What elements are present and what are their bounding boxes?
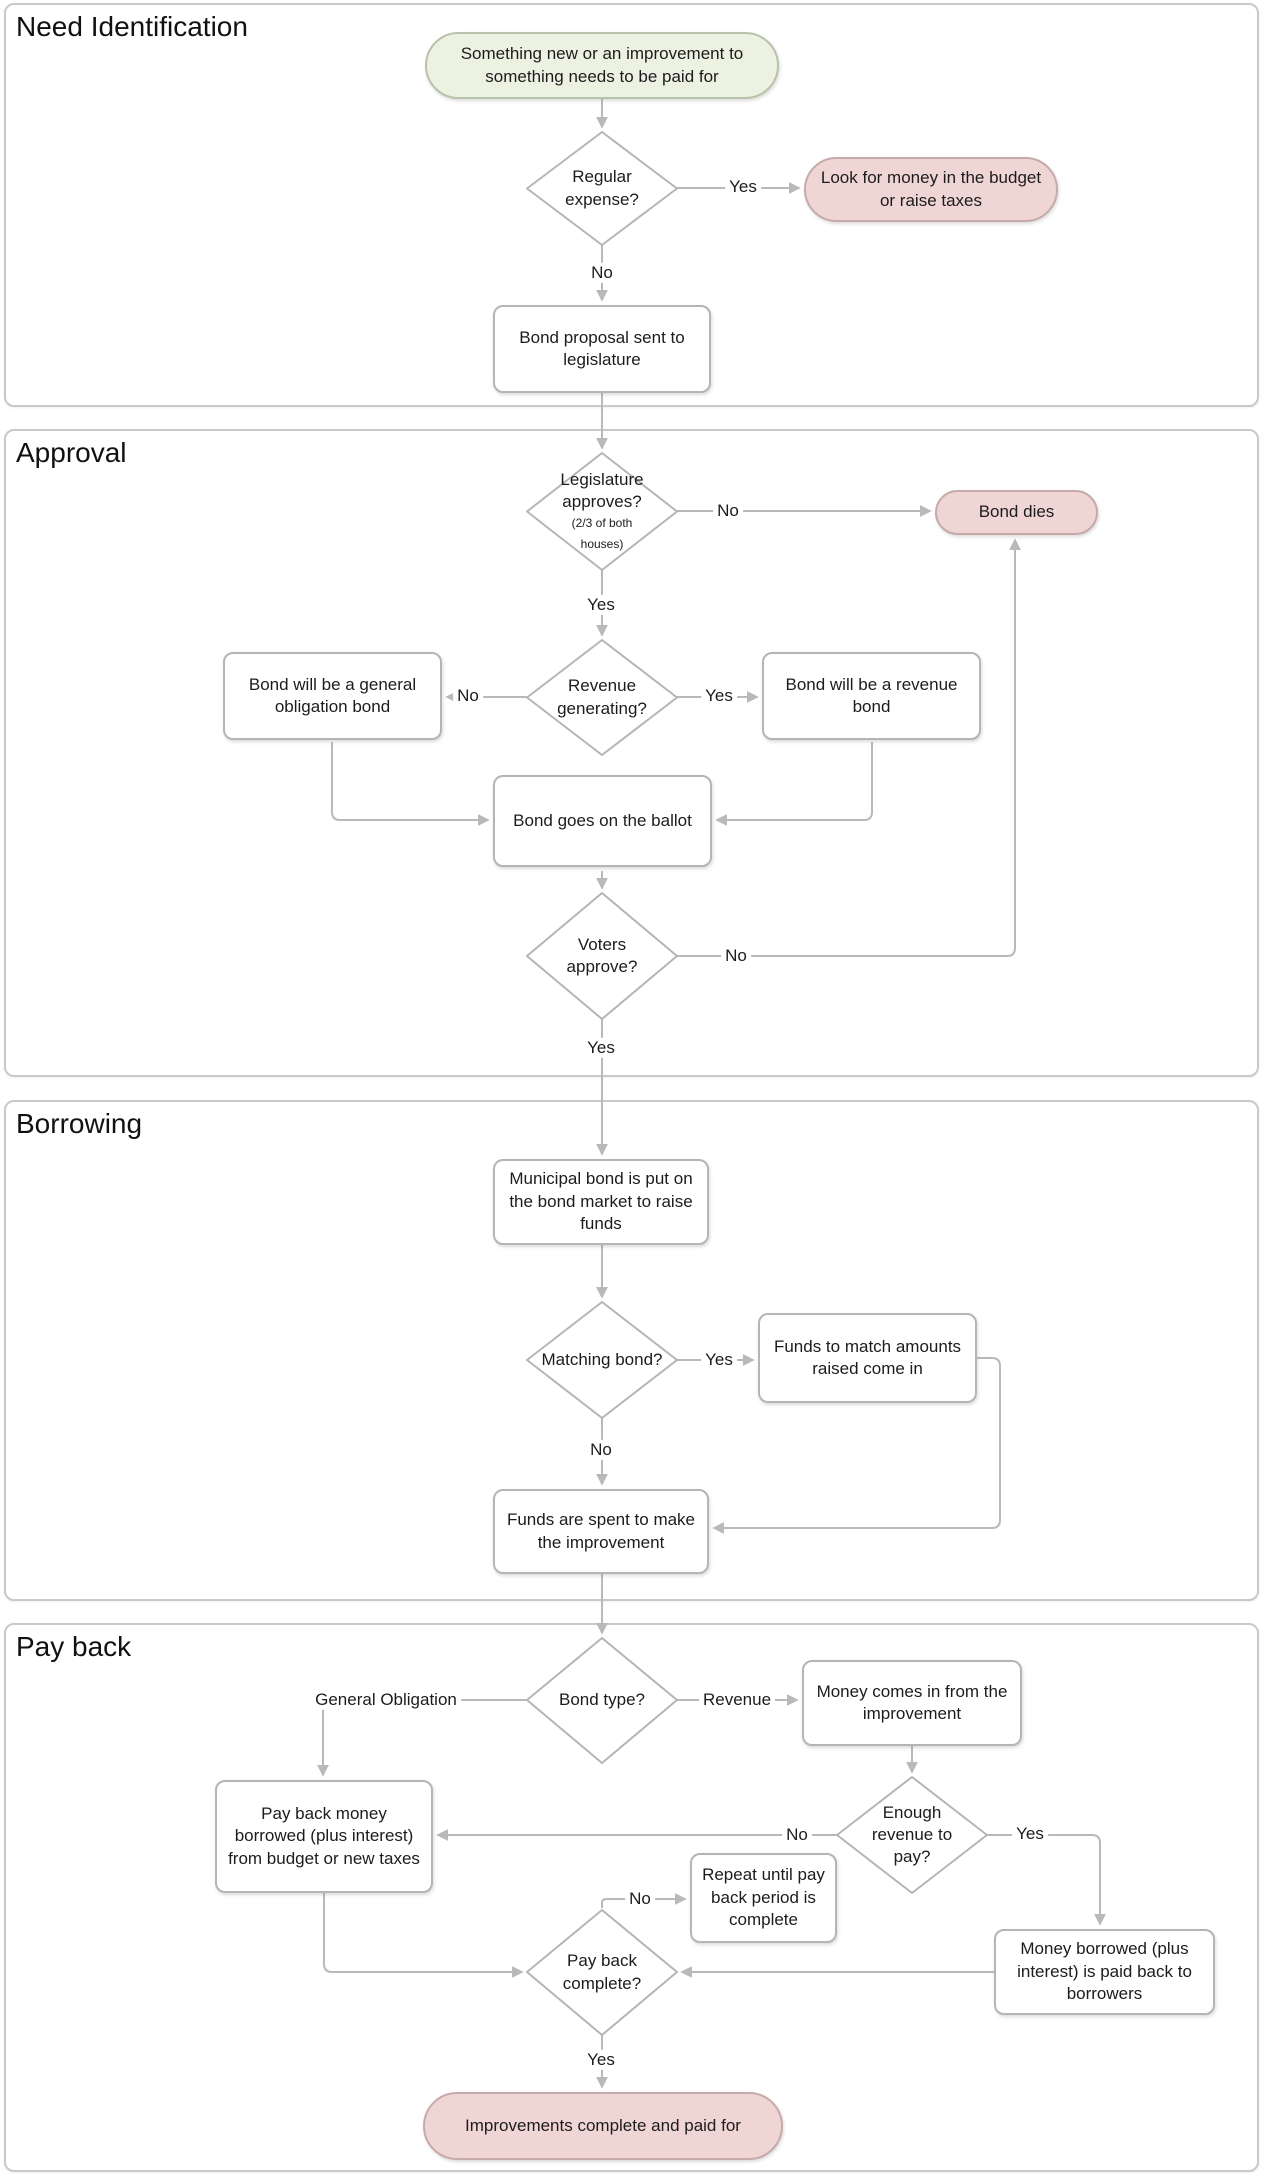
node-improvements-done: Improvements complete and paid for bbox=[423, 2092, 783, 2160]
edge-payback-money-to-complete bbox=[324, 1893, 522, 1972]
edge-label-revenue: Revenue bbox=[699, 1690, 775, 1710]
edge-bond-type-general-obligation bbox=[323, 1700, 527, 1775]
edge-label-yes-regular-expense: Yes bbox=[725, 177, 761, 197]
decision-subtext: (2/3 of both houses) bbox=[571, 516, 633, 551]
node-general-obligation-bond: Bond will be a general obligation bond bbox=[223, 652, 442, 740]
edge-voters-no-to-bond-dies bbox=[677, 540, 1015, 956]
section-title-approval: Approval bbox=[16, 437, 127, 468]
decision-text: Voters approve? bbox=[566, 934, 638, 976]
node-ballot: Bond goes on the ballot bbox=[493, 775, 712, 867]
node-money-borrowed: Money borrowed (plus interest) is paid back to borrowers bbox=[994, 1929, 1215, 2015]
decision-text: Enough revenue to pay? bbox=[871, 1802, 953, 1867]
decision-text: Revenue generating? bbox=[557, 676, 647, 718]
edge-label-yes-revenue-generating: Yes bbox=[701, 686, 737, 706]
edge-label-no-payback-complete: No bbox=[625, 1889, 655, 1909]
node-start: Something new or an improvement to something needs to be paid for bbox=[425, 32, 779, 99]
decision-legislature-approves-shape bbox=[527, 453, 677, 570]
decision-text: Bond type? bbox=[558, 1690, 645, 1710]
node-payback-money: Pay back money borrowed (plus interest) from budget or new taxes bbox=[215, 1780, 433, 1893]
node-funds-spent: Funds are spent to make the improvement bbox=[493, 1489, 709, 1574]
node-money-comes-in: Money comes in from the improvement bbox=[802, 1660, 1022, 1746]
edge-label-no-regular-expense: No bbox=[587, 263, 617, 283]
decision-text: Legislature approves? bbox=[560, 470, 644, 512]
edge-label-no-voters: No bbox=[721, 946, 751, 966]
edge-label-yes-payback-complete: Yes bbox=[583, 2050, 619, 2070]
edge-label-no-enough-revenue: No bbox=[782, 1825, 812, 1845]
node-funds-match: Funds to match amounts raised come in bbox=[758, 1313, 977, 1403]
edge-general-obligation-to-ballot bbox=[332, 742, 488, 820]
section-title-borrowing: Borrowing bbox=[16, 1108, 143, 1139]
decision-payback-complete-shape bbox=[527, 1910, 677, 2035]
node-revenue-bond: Bond will be a revenue bond bbox=[762, 652, 981, 740]
node-municipal-bond: Municipal bond is put on the bond market to raise funds bbox=[493, 1159, 709, 1245]
decision-revenue-generating-shape bbox=[527, 640, 677, 755]
edge-label-no-revenue-generating: No bbox=[453, 686, 483, 706]
node-look-for-money: Look for money in the budget or raise taxes bbox=[804, 157, 1058, 222]
node-repeat-until: Repeat until pay back period is complete bbox=[690, 1853, 837, 1943]
node-bond-proposal: Bond proposal sent to legislature bbox=[493, 305, 711, 393]
edge-label-yes-voters: Yes bbox=[583, 1038, 619, 1058]
decision-bond-type-shape bbox=[527, 1638, 677, 1763]
edge-label-yes-legislature: Yes bbox=[583, 595, 619, 615]
decision-text: Pay back complete? bbox=[562, 1951, 642, 1993]
decision-regular-expense-shape bbox=[527, 132, 677, 245]
node-bond-dies: Bond dies bbox=[935, 490, 1098, 535]
decision-text: Matching bond? bbox=[541, 1349, 663, 1369]
decision-matching-bond-shape bbox=[527, 1302, 677, 1418]
edge-label-no-matching: No bbox=[586, 1440, 616, 1460]
edge-label-yes-matching: Yes bbox=[701, 1350, 737, 1370]
decision-voters-approve-shape bbox=[527, 893, 677, 1019]
edge-enough-yes bbox=[987, 1835, 1100, 1924]
decision-text: Regular expense? bbox=[565, 167, 639, 209]
section-title-pay-back: Pay back bbox=[16, 1631, 132, 1662]
decision-enough-revenue-shape bbox=[837, 1777, 987, 1893]
section-title-need-identification: Need Identification bbox=[16, 11, 248, 42]
edge-label-general-obligation: General Obligation bbox=[311, 1690, 461, 1710]
edge-label-no-legislature: No bbox=[713, 501, 743, 521]
edge-label-yes-enough-revenue: Yes bbox=[1012, 1824, 1048, 1844]
edge-revenue-bond-to-ballot bbox=[717, 742, 872, 820]
